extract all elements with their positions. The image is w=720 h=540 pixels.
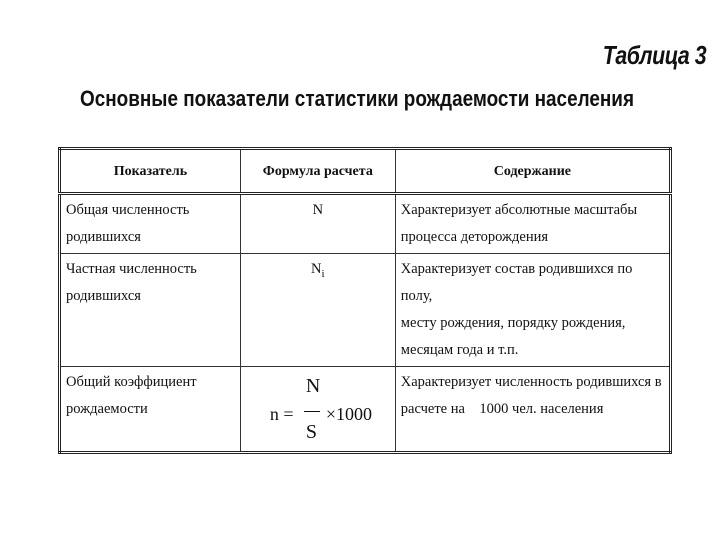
table-number-label: Таблица 3 (602, 40, 706, 70)
content-cell (395, 254, 670, 367)
birth-rate-formula (246, 369, 390, 449)
indicator-line: Общая численность (66, 202, 190, 218)
formula-lhs: n = (269, 404, 294, 424)
indicator-line: Частная численность (66, 261, 197, 277)
content-line: расчете на 1000 чел. населения (400, 401, 604, 417)
formula-numerator: N (305, 375, 321, 397)
header-indicator: Показатель (60, 149, 241, 194)
formula-text: N (311, 261, 322, 277)
formula-subscript: i (321, 267, 325, 280)
header-formula: Формула расчета (240, 149, 395, 194)
indicator-line: Общий коэффициент (66, 374, 197, 390)
content-line: Характеризует численность родившихся в (400, 374, 662, 390)
table-row (60, 367, 671, 453)
formula-text: N (312, 202, 324, 218)
indicator-line: родившихся (66, 229, 141, 245)
indicator-cell (60, 367, 241, 453)
content-line: месту рождения, порядку рождения, (400, 315, 626, 331)
table-row (60, 194, 671, 254)
formula-cell (240, 194, 395, 254)
content-line: Характеризует абсолютные масштабы (400, 202, 638, 218)
formula-denominator: S (305, 421, 317, 443)
formula-cell (240, 367, 395, 453)
table-header-row (60, 149, 671, 194)
content-cell (395, 367, 670, 453)
content-line: месяцам года и т.п. (400, 342, 519, 358)
indicator-line: рождаемости (66, 401, 148, 417)
indicator-line: родившихся (66, 288, 141, 304)
content-line: процесса деторождения (400, 229, 549, 245)
formula-cell (240, 254, 395, 367)
content-cell (395, 194, 670, 254)
indicators-table (58, 147, 672, 454)
header-content: Содержание (395, 149, 670, 194)
table-row (60, 254, 671, 367)
fraction-bar (304, 411, 320, 412)
content-line: Характеризует состав родившихся по полу, (400, 261, 633, 304)
formula-multiplier: ×1000 (325, 404, 373, 424)
indicator-cell (60, 254, 241, 367)
page-title: Основные показатели статистики рождаемости населения (80, 86, 634, 111)
indicator-cell (60, 194, 241, 254)
